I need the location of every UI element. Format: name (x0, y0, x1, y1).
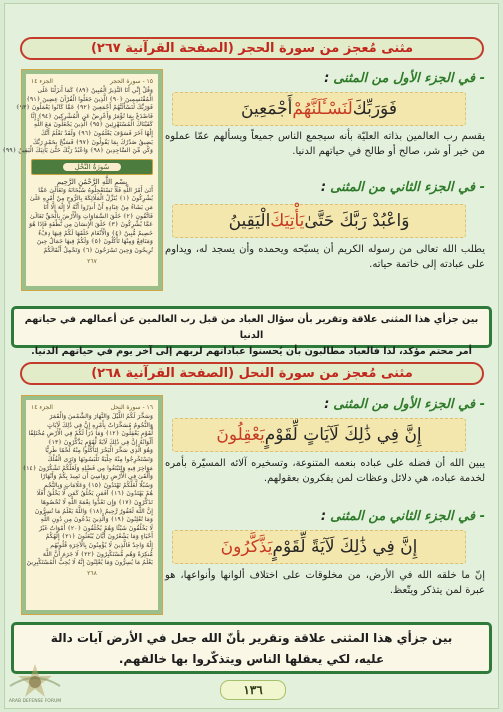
mushaf-line: يُشْرِكُونَ ﴿١﴾ يُنَزِّلُ الْمَلَائِكَةَ بِالرُّوحِ مِنْ أَمْرِهِ عَلَىٰ (29, 195, 153, 203)
part1-heading-hijr: - في الجزء الأول من المثنى: (324, 71, 485, 86)
explanation-nahl-part1: يبين الله أن فضله على عباده بنعمه المتنوعة، وتسخيره آلائه المسيّرة بأمره لخدمة عباده، هي دلائل وعظات لمن يفكرون بعقولهم. (165, 458, 485, 484)
mushaf-page-number: ٢٦٧ (87, 257, 97, 265)
verse-text: وَاعْبُدْ رَبَّكَ حَتَّىٰ (304, 211, 410, 231)
mushaf-line: إِلَٰهٌ وَاحِدٌ فَالَّذِينَ لَا يُؤْمِنُونَ بِالْآخِرَةِ قُلُوبُهُم (50, 541, 153, 549)
explanation-nahl-part2: إنّ ما خلقه الله في الأرض، من مخلوقات على اختلاف ألوانها وأنواعها، هو عبرة لمن يتذكر ويتّعظ. (165, 570, 485, 596)
verse-highlight: يَذَّكَّرُونَ (220, 537, 273, 557)
mushaf-line: وَمَا تُعْلِنُونَ ﴿١٩﴾ وَالَّذِينَ يَدْعُونَ مِن دُونِ اللَّهِ (40, 516, 153, 524)
mushaf-line: إِنَّ اللَّهَ لَغَفُورٌ رَّحِيمٌ ﴿١٨﴾ وَاللَّهُ يَعْلَمُ مَا تُسِرُّونَ (34, 507, 153, 515)
part1-heading-nahl: - في الجزء الأول من المثنى: (324, 397, 485, 412)
mushaf-line: تَذَكَّرُونَ ﴿١٧﴾ وَإِن تَعُدُّوا نِعْمَةَ اللَّهِ لَا تُحْصُوهَا (41, 498, 153, 506)
summary-nahl (11, 622, 492, 674)
mushaf-line: وَسُبُلًا لَّعَلَّكُمْ تَهْتَدُونَ ﴿١٥﴾ وَعَلَامَاتٍ وَبِالنَّجْمِ (43, 481, 153, 489)
mushaf-line: لِّقَوْمٍ يَعْقِلُونَ ﴿١٢﴾ وَمَا ذَرَأَ لَكُمْ فِي الْأَرْضِ مُخْتَلِفًا (28, 430, 153, 438)
mushaf-line: خَصِيمٌ مُّبِينٌ ﴿٤﴾ وَالْأَنْعَامَ خَلَقَهَا لَكُمْ فِيهَا دِفْءٌ (38, 229, 153, 237)
part2-heading-text: - في الجزء الثاني من المثنى (330, 180, 485, 195)
mushaf-line: وَالنُّجُومُ مُسَخَّرَاتٌ بِأَمْرِهِ إِنَّ فِي ذَٰلِكَ لَآيَاتٍ (47, 421, 153, 429)
mushaf-page-268 (22, 396, 162, 614)
mushaf-line: مَوَاخِرَ فِيهِ وَلِتَبْتَغُوا مِن فَضْلِهِ وَلَعَلَّكُمْ تَشْكُرُونَ ﴿١٤﴾ (22, 464, 153, 472)
mushaf-line: يَعْلَمُ مَا يُسِرُّونَ وَمَا يُعْلِنُونَ إِنَّهُ لَا يُحِبُّ الْمُسْتَكْبِرِينَ (26, 559, 153, 567)
verse-highlight: لَنَسْـَٔلَنَّهُمْ (292, 99, 353, 119)
verse-text: إِنَّ فِي ذَٰلِكَ لَآيَاتٍ لِّقَوْمٍ (264, 425, 422, 445)
verse-text: إِنَّ فِي ذَٰلِكَ لَآيَةً لِّقَوْمٍ (272, 537, 418, 557)
summary-line: أمر محتم مؤكد، لذا فالعباد مطالبون بأن يُحسنوا عباداتهم لربهم إلى آخر يوم في حياتهم الدنيا. (31, 346, 472, 357)
verse-box-nahl-12 (172, 418, 466, 452)
basmala: بِسْمِ اللَّهِ الرَّحْمَٰنِ الرَّحِيمِ (56, 177, 128, 186)
mushaf-line: وَتَسْتَخْرِجُوا مِنْهُ حِلْيَةً تَلْبَسُونَهَا وَتَرَى الْفُلْكَ (47, 455, 153, 463)
mushaf-line: وَقُلْ إِنِّي أَنَا النَّذِيرُ الْمُبِينُ ﴿٨٩﴾ كَمَا أَنزَلْنَا عَلَى (37, 87, 153, 94)
mushaf-line: هُمْ يَهْتَدُونَ ﴿١٦﴾ أَفَمَن يَخْلُقُ كَمَن لَّا يَخْلُقُ أَفَلَا (36, 490, 153, 498)
verse-text: الْيَقِينُ (228, 211, 271, 231)
summary-hijr (11, 306, 492, 357)
section-title-nahl: مثنى مُعجز من سورة النحل (الصفحة القرآنية ٢٦٨) (20, 362, 484, 385)
mushaf-header-juz: الجزء ١٤ (31, 78, 53, 85)
mushaf-header (31, 404, 153, 411)
mushaf-line: وَهُوَ الَّذِي سَخَّرَ الْبَحْرَ لِتَأْكُلُوا مِنْهُ لَحْمًا طَرِيًّا (45, 447, 153, 455)
mushaf-page-number: ٢٦٨ (87, 569, 97, 577)
mushaf-line: يَضِيقُ صَدْرُكَ بِمَا يَقُولُونَ ﴿٩٧﴾ فَسَبِّحْ بِحَمْدِ رَبِّكَ (32, 138, 153, 146)
mushaf-line: وَكُن مِّنَ السَّاجِدِينَ ﴿٩٨﴾ وَاعْبُدْ رَبَّكَ حَتَّىٰ يَأْتِيَكَ الْيَقِينُ ﴿٩٩﴾ (2, 147, 153, 155)
mushaf-line: أَتَىٰ أَمْرُ اللَّهِ فَلَا تَسْتَعْجِلُوهُ سُبْحَانَهُ وَتَعَالَىٰ عَمَّا (38, 186, 153, 194)
section-title-hijr: مثنى مُعجز من سورة الحجر (الصفحة القرآنية ٢٦٧) (20, 37, 484, 60)
summary-line: بين جزأي هذا المثنى علاقة وتقرير بأنّ الله جعل في الأرض آيات دالة (50, 631, 453, 645)
explanation-hijr-part2: يطلب الله تعالى من رسوله الكريم أن يسبّحه ويحمده وأن يسجد له، ويداوم على عبادته إلى خاتمة حياته. (165, 244, 485, 270)
part1-heading-text: - في الجزء الأول من المثنى (333, 71, 485, 86)
verse-text: فَوَرَبِّكَ (352, 99, 397, 119)
part2-heading-text: - في الجزء الثاني من المثنى (330, 509, 485, 524)
mushaf-line: الْمُقْتَسِمِينَ ﴿٩٠﴾ الَّذِينَ جَعَلُوا الْقُرْآنَ عِضِينَ ﴿٩١﴾ (26, 95, 153, 103)
mushaf-line: لَا يَخْلُقُونَ شَيْئًا وَهُمْ يُخْلَقُونَ ﴿٢٠﴾ أَمْوَاتٌ غَيْرُ (39, 524, 153, 532)
verse-box-nahl-13 (172, 530, 466, 564)
part2-heading-hijr: - في الجزء الثاني من المثنى: (320, 180, 485, 195)
summary-line: بين جزأي هذا المثنى علاقة وتقرير بأن سؤال العباد من قبل رب العالمين عن أعمالهم في حياتهم الدنيا (24, 314, 479, 341)
mushaf-line: أَحْيَاءٍ وَمَا يَشْعُرُونَ أَيَّانَ يُبْعَثُونَ ﴿٢١﴾ إِلَٰهُكُمْ (45, 533, 153, 541)
mushaf-header-surah: ١٥ - سورة الحجر (109, 78, 153, 85)
mushaf-line: فَاتَّقُونِ ﴿٢﴾ خَلَقَ السَّمَاوَاتِ وَالْأَرْضَ بِالْحَقِّ تَعَالَىٰ (30, 212, 153, 220)
page-number: ١٣٦ (220, 680, 286, 700)
summary-line: عليه، لكي يعقلها الناس ويتذكّروا بها خالقهم. (118, 652, 385, 666)
verse-text: أَجْمَعِينَ (241, 99, 293, 119)
mushaf-page-267 (2, 70, 162, 290)
mushaf-line: إِلَٰهًا آخَرَ فَسَوْفَ يَعْلَمُونَ ﴿٩٦﴾ وَلَقَدْ نَعْلَمُ أَنَّكَ (41, 129, 153, 137)
mushaf-line: مَن يَشَاءُ مِنْ عِبَادِهِ أَنْ أَنذِرُوا أَنَّهُ لَا إِلَٰهَ إِلَّا أَنَا (43, 203, 153, 211)
verse-highlight: يَعْقِلُونَ (216, 425, 265, 445)
mushaf-header-surah: ١٦ - سورة النحل (110, 404, 153, 411)
verse-highlight: يَأْتِيَكَ (270, 211, 305, 231)
mushaf-line: وَأَلْقَىٰ فِي الْأَرْضِ رَوَاسِيَ أَن تَمِيدَ بِكُمْ وَأَنْهَارًا (40, 473, 153, 481)
surah-title-band (31, 159, 153, 175)
mushaf-line: أَلْوَانُهُ إِنَّ فِي ذَٰلِكَ لَآيَةً لِّقَوْمٍ يَذَّكَّرُونَ ﴿١٣﴾ (48, 438, 153, 446)
verse-box-hijr-92 (172, 92, 466, 126)
explanation-hijr-part1: يقسم رب العالمين بذاته العليّة بأنه سيجمع الناس جميعاً ويسألهم عمّا عملوه من خير أو شر، صالح أو طالح في حياتهم الدنيا. (165, 131, 485, 157)
mushaf-line: فَوَرَبِّكَ لَنَسْأَلَنَّهُمْ أَجْمَعِينَ ﴿٩٢﴾ عَمَّا كَانُوا يَعْمَلُونَ ﴿٩٣﴾ (16, 104, 153, 112)
forum-logo-caption: ARAB DEFENSE FORUM (8, 699, 62, 704)
surah-title: سُورَةُ النَّحْلِ (63, 163, 122, 171)
mushaf-line: تُرِيحُونَ وَحِينَ تَسْرَحُونَ ﴿٦﴾ وَتَحْمِلُ أَثْقَالَكُمْ (43, 246, 153, 254)
mushaf-line: كَفَيْنَاكَ الْمُسْتَهْزِئِينَ ﴿٩٥﴾ الَّذِينَ يَجْعَلُونَ مَعَ اللَّهِ (33, 121, 153, 129)
verse-box-hijr-99 (172, 204, 466, 238)
mushaf-header-juz: الجزء ١٤ (31, 404, 53, 411)
mushaf-line: عَمَّا يُشْرِكُونَ ﴿٣﴾ خَلَقَ الْإِنسَانَ مِن نُّطْفَةٍ فَإِذَا هُوَ (29, 221, 153, 229)
mushaf-line: وَسَخَّرَ لَكُمُ اللَّيْلَ وَالنَّهَارَ وَالشَّمْسَ وَالْقَمَرَ (49, 413, 153, 420)
mushaf-line: وَمَنَافِعُ وَمِنْهَا تَأْكُلُونَ ﴿٥﴾ وَلَكُمْ فِيهَا جَمَالٌ حِينَ (36, 238, 153, 246)
part1-heading-text: - في الجزء الأول من المثنى (333, 397, 485, 412)
mushaf-line: مُّنكِرَةٌ وَهُم مُّسْتَكْبِرُونَ ﴿٢٢﴾ لَا جَرَمَ أَنَّ اللَّهَ (42, 550, 153, 558)
mushaf-header (31, 78, 153, 85)
mushaf-line: فَاصْدَعْ بِمَا تُؤْمَرُ وَأَعْرِضْ عَنِ الْمُشْرِكِينَ ﴿٩٤﴾ إِنَّا (30, 112, 153, 120)
part2-heading-nahl: - في الجزء الثاني من المثنى: (320, 509, 485, 524)
